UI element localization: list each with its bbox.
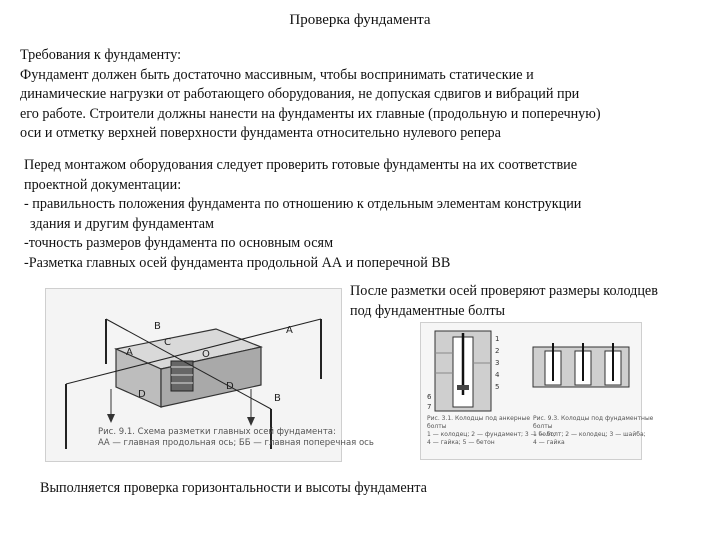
bolt-caption-b <box>533 415 653 447</box>
check-line: Перед монтажом оборудования следует проверить готовые фундаменты на их соответствие <box>24 157 578 173</box>
figure-label: D <box>226 381 234 392</box>
axis-figure-caption-line: АА — главная продольная ось; ББ — главная поперечная ось <box>98 438 374 448</box>
bolt-caption-a-line: Рис. 3.1. Колодцы под анкерные <box>427 415 531 422</box>
bolt-caption-b-line: 1 — болт; 2 — колодец; 3 — шайба; <box>533 431 646 438</box>
requirements-paragraph <box>20 46 710 144</box>
check-line: - правильность положения фундамента по отношению к отдельным элементам конструкции <box>24 196 582 212</box>
bolt-wells-figure <box>420 322 654 460</box>
figure-label: 1 <box>495 335 500 343</box>
figure-label: B <box>274 393 281 404</box>
axis-figure-caption <box>98 427 374 449</box>
check-line: здания и другим фундаментам <box>30 215 214 232</box>
bolt-caption-a-line: болты <box>427 423 447 430</box>
figure-label: 6 <box>427 393 432 401</box>
requirements-line: динамические нагрузки от работающего оборудования, не допуская сдвигов и вибраций при <box>20 86 580 102</box>
axis-marking-figure <box>45 288 374 462</box>
requirements-line: оси и отметку верхней поверхности фундамента относительно нулевого репера <box>20 125 501 141</box>
figure-label: 4 <box>495 371 500 379</box>
bolt-caption-a-line: 4 — гайка; 5 — бетон <box>427 439 495 446</box>
axis-figure-caption-line: Рис. 9.1. Схема разметки главных осей фундамента: <box>98 427 336 437</box>
figure-label: A <box>126 347 133 358</box>
page-title: Проверка фундамента <box>289 12 431 28</box>
check-paragraph <box>24 156 704 273</box>
bolt-caption-b-line: Рис. 9.3. Колодцы под фундаментные <box>533 415 654 422</box>
after-marking-line: После разметки осей проверяют размеры колодцев <box>350 283 658 299</box>
check-line: проектной документации: <box>24 176 182 193</box>
check-line: -точность размеров фундамента по основным осям <box>24 235 334 251</box>
bottom-text: Выполняется проверка горизонтальности и высоты фундамента <box>40 480 427 496</box>
requirements-line: Фундамент должен быть достаточно массивным, чтобы воспринимать статические и <box>20 66 534 83</box>
check-line: -Разметка главных осей фундамента продольной АА и поперечной ВВ <box>24 254 451 271</box>
bolt-caption-a-line: 1 — колодец; 2 — фундамент; 3 — болт; <box>427 431 556 438</box>
figure-label: 5 <box>495 383 500 391</box>
figure-label: A <box>286 325 293 336</box>
bolt-caption-b-line: 4 — гайка <box>533 439 565 446</box>
figure-label: D <box>138 389 146 400</box>
requirements-line: Требования к фундаменту: <box>20 47 182 63</box>
after-marking-line: под фундаментные болты <box>350 302 506 319</box>
bolt-caption-b-line: болты <box>533 423 553 430</box>
figure-label: 7 <box>427 403 432 411</box>
figure-label: B <box>154 321 161 332</box>
requirements-line: его работе. Строители должны нанести на фундаменты их главные (продольную и поперечную) <box>20 105 601 122</box>
figure-label: C <box>164 337 171 348</box>
figure-label: 2 <box>495 347 500 355</box>
after-marking-text <box>350 282 715 321</box>
figure-label: O <box>202 349 210 360</box>
figure-label: 3 <box>495 359 500 367</box>
